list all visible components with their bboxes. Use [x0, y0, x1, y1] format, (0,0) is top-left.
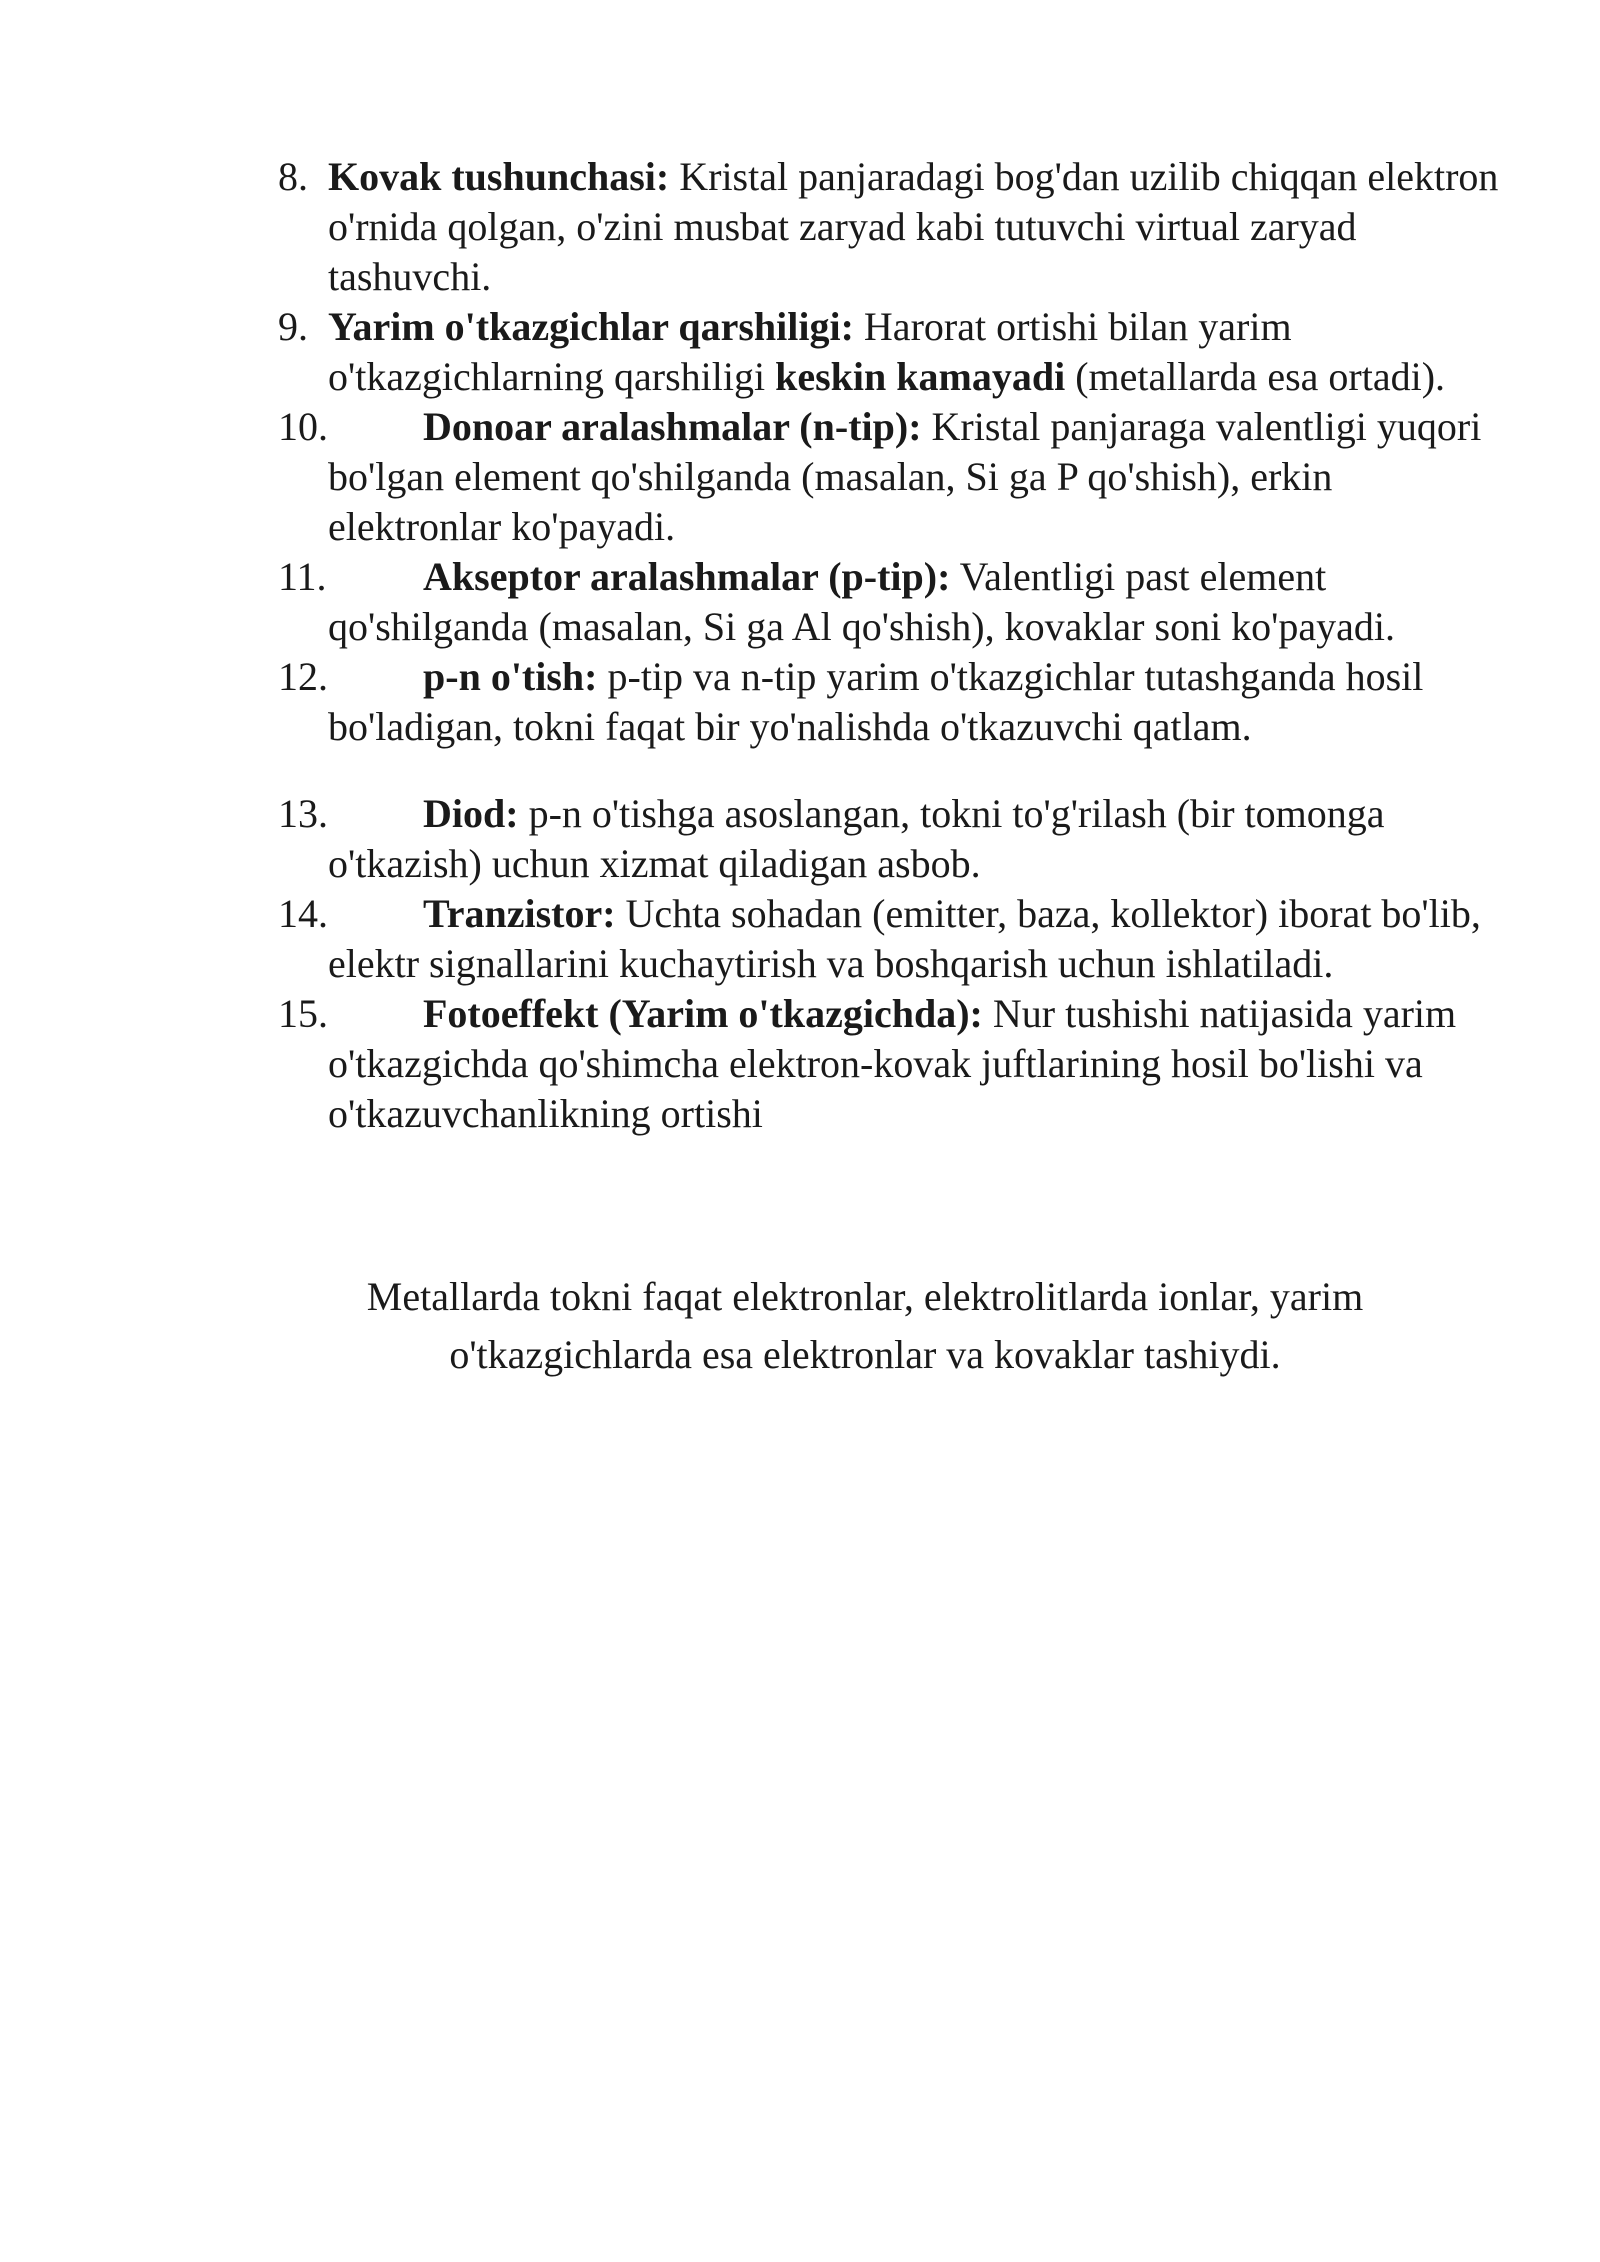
- list-item: [278, 789, 1508, 889]
- item-term: Kovak tushunchasi:: [328, 154, 670, 199]
- item-term: Donoar aralashmalar (n-tip):: [423, 404, 922, 449]
- item-text: Nur tushishi natijasida yarim o'tkazgichda qo'shimcha elektron-kovak juftlarining hosil bo'lishi va o'tkazuvchanlikning ortishi: [328, 991, 1457, 1136]
- list-item: [278, 302, 1508, 402]
- summary-line-2: o'tkazgichlarda esa elektronlar va kovaklar tashiydi.: [449, 1332, 1281, 1377]
- item-number: 9.: [278, 304, 308, 349]
- list-item: [278, 989, 1508, 1139]
- summary-paragraph: [270, 1268, 1460, 1384]
- item-text: Kristal panjaradagi bog'dan uzilib chiqqan elektron o'rnida qolgan, o'zini musbat zaryad kabi tutuvchi virtual zaryad tashuvchi.: [328, 154, 1499, 299]
- list-item: [278, 402, 1508, 552]
- item-number: 11.: [278, 554, 327, 599]
- item-term: Fotoeffekt (Yarim o'tkazgichda):: [423, 991, 983, 1036]
- item-text: Kristal panjaraga valentligi yuqori bo'lgan element qo'shilganda (masalan, Si ga P qo'shish), erkin elektronlar ko'payadi.: [328, 404, 1482, 549]
- item-number: 12.: [278, 654, 328, 699]
- item-number: 8.: [278, 154, 308, 199]
- list-item: [278, 552, 1508, 652]
- item-number: 10.: [278, 404, 328, 449]
- item-text: Valentligi past element qo'shilganda (masalan, Si ga Al qo'shish), kovaklar soni ko'payadi.: [328, 554, 1396, 649]
- item-text: Uchta sohadan (emitter, baza, kollektor) iborat bo'lib, elektr signallarini kuchaytirish va boshqarish uchun ishlatiladi.: [328, 891, 1481, 986]
- item-term: Tranzistor:: [423, 891, 616, 936]
- item-term: Yarim o'tkazgichlar qarshiligi:: [328, 304, 854, 349]
- item-number: 13.: [278, 791, 328, 836]
- item-number: 15.: [278, 991, 328, 1036]
- definition-list: [278, 152, 1508, 1139]
- summary-line-1: Metallarda tokni faqat elektronlar, elektrolitlarda ionlar, yarim: [366, 1274, 1364, 1319]
- list-item: [278, 152, 1508, 302]
- list-item: [278, 652, 1508, 752]
- item-text: p-n o'tishga asoslangan, tokni to'g'rilash (bir tomonga o'tkazish) uchun xizmat qiladigan asbob.: [328, 791, 1385, 886]
- item-term: p-n o'tish:: [423, 654, 598, 699]
- item-text-after: (metallarda esa ortadi).: [1065, 354, 1446, 399]
- item-text: p-tip va n-tip yarim o'tkazgichlar tutashganda hosil bo'ladigan, tokni faqat bir yo'nalishda o'tkazuvchi qatlam.: [328, 654, 1424, 749]
- list-item: [278, 889, 1508, 989]
- item-text: Harorat ortishi bilan yarim o'tkazgichlarning qarshiligi: [328, 304, 1292, 399]
- item-term: Diod:: [423, 791, 519, 836]
- item-number: 14.: [278, 891, 328, 936]
- item-bold-phrase: keskin kamayadi: [775, 354, 1066, 399]
- item-term: Akseptor aralashmalar (p-tip):: [423, 554, 951, 599]
